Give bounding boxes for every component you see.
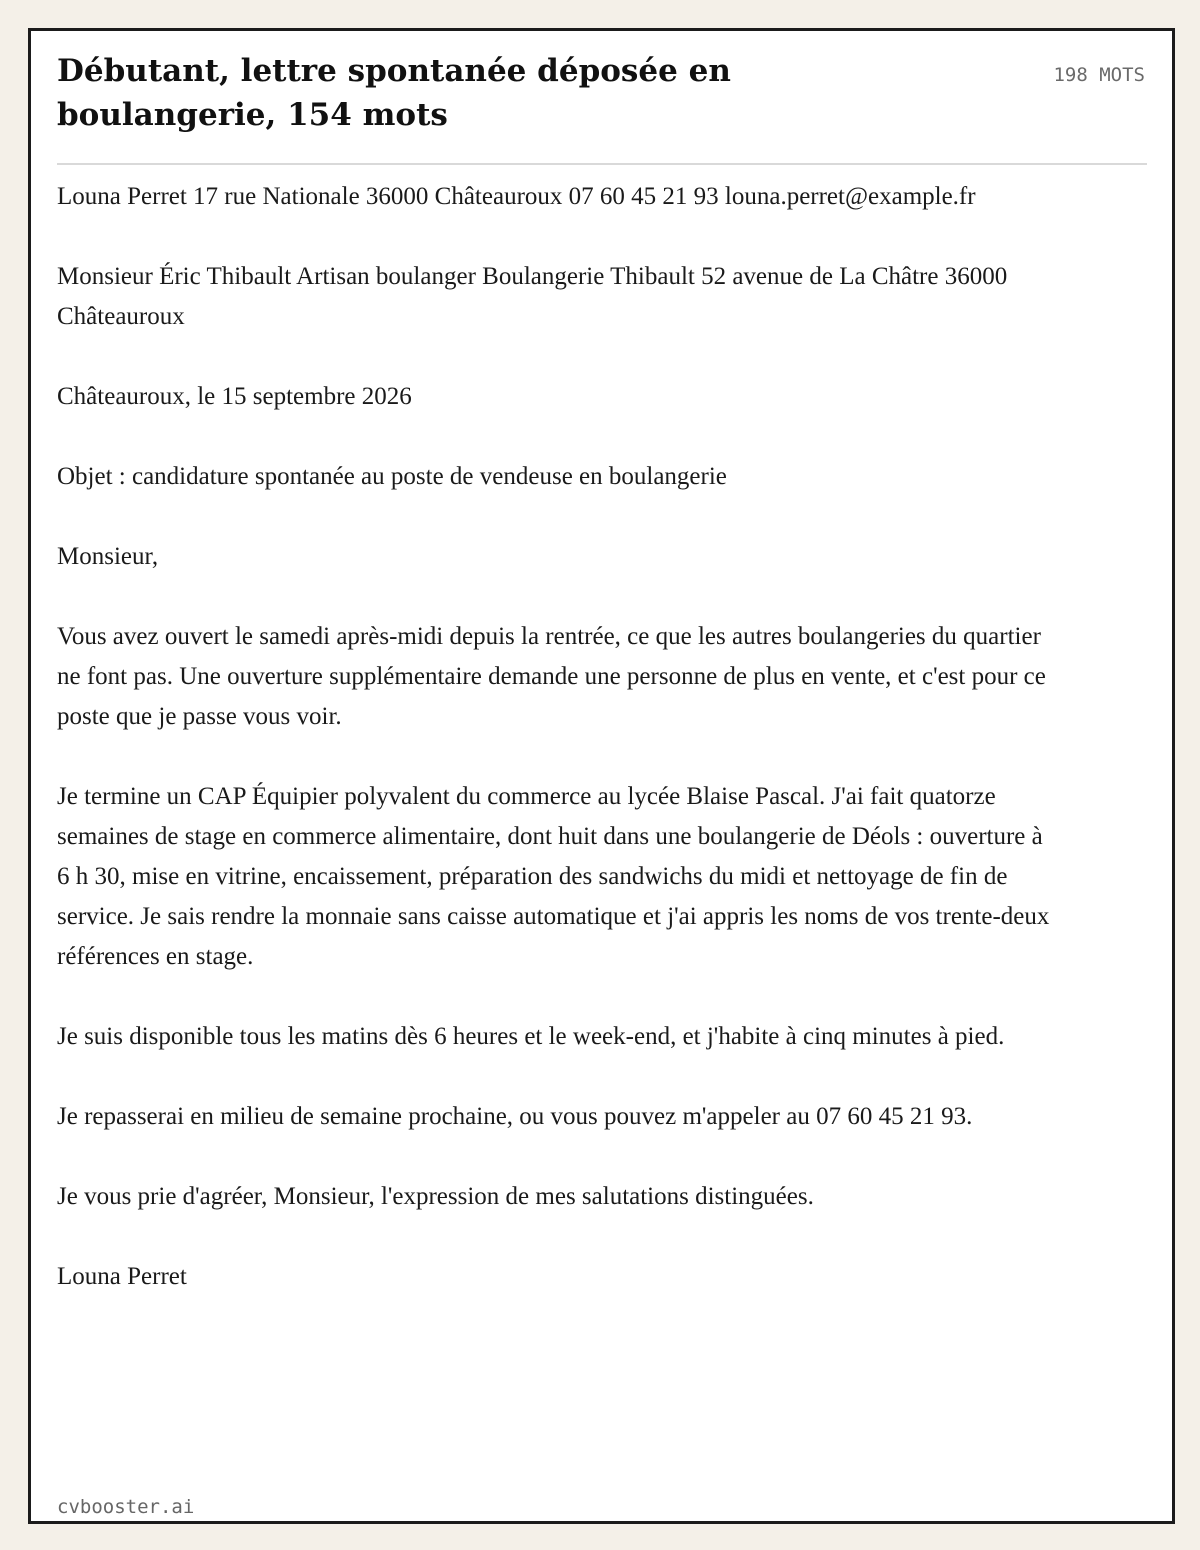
recipient-block: Monsieur Éric Thibault Artisan boulanger Boulangerie Thibault 52 avenue de La Châtre 36000 Châteauroux xyxy=(57,263,1008,330)
letter-card xyxy=(28,28,1175,1524)
letter-salutation: Monsieur, xyxy=(57,543,159,570)
letter-header xyxy=(57,49,1147,165)
footer-brand: cvbooster.ai xyxy=(57,1496,195,1518)
letter-subject: Objet : candidature spontanée au poste de vendeuse en boulangerie xyxy=(57,463,727,490)
body-paragraph-3: Je suis disponible tous les matins dès 6 heures et le week-end, et j'habite à cinq minutes à pied. xyxy=(57,1023,1005,1050)
letter-signature: Louna Perret xyxy=(57,1263,187,1290)
letter-closing: Je vous prie d'agréer, Monsieur, l'expression de mes salutations distinguées. xyxy=(57,1183,814,1210)
sender-block: Louna Perret 17 rue Nationale 36000 Châteauroux 07 60 45 21 93 louna.perret@example.fr xyxy=(57,183,976,210)
word-count-badge: 198 MOTS xyxy=(1053,64,1145,86)
body-paragraph-4: Je repasserai en milieu de semaine prochaine, ou vous pouvez m'appeler au 07 60 45 21 93. xyxy=(57,1103,973,1130)
letter-date: Châteauroux, le 15 septembre 2026 xyxy=(57,383,412,410)
body-paragraph-1: Vous avez ouvert le samedi après-midi depuis la rentrée, ce que les autres boulangeries du quartier ne font pas. Une ouverture supplémentaire demande une personne de plus en vente, et c'est pour ce poste que je passe vous voir. xyxy=(57,623,1046,730)
letter-body xyxy=(57,177,1057,1337)
body-paragraph-2: Je termine un CAP Équipier polyvalent du commerce au lycée Blaise Pascal. J'ai fait quatorze semaines de stage en commerce alimentaire, dont huit dans une boulangerie de Déols : ouverture à 6 h 30, mise en vitrine, encaissement, préparation des sandwichs du midi et nettoyage de fin de service. Je sais rendre la monnaie sans caisse automatique et j'ai appris les noms de vos trente-deux références en stage. xyxy=(57,783,1050,970)
page-title: Débutant, lettre spontanée déposée en boulangerie, 154 mots xyxy=(57,53,731,133)
